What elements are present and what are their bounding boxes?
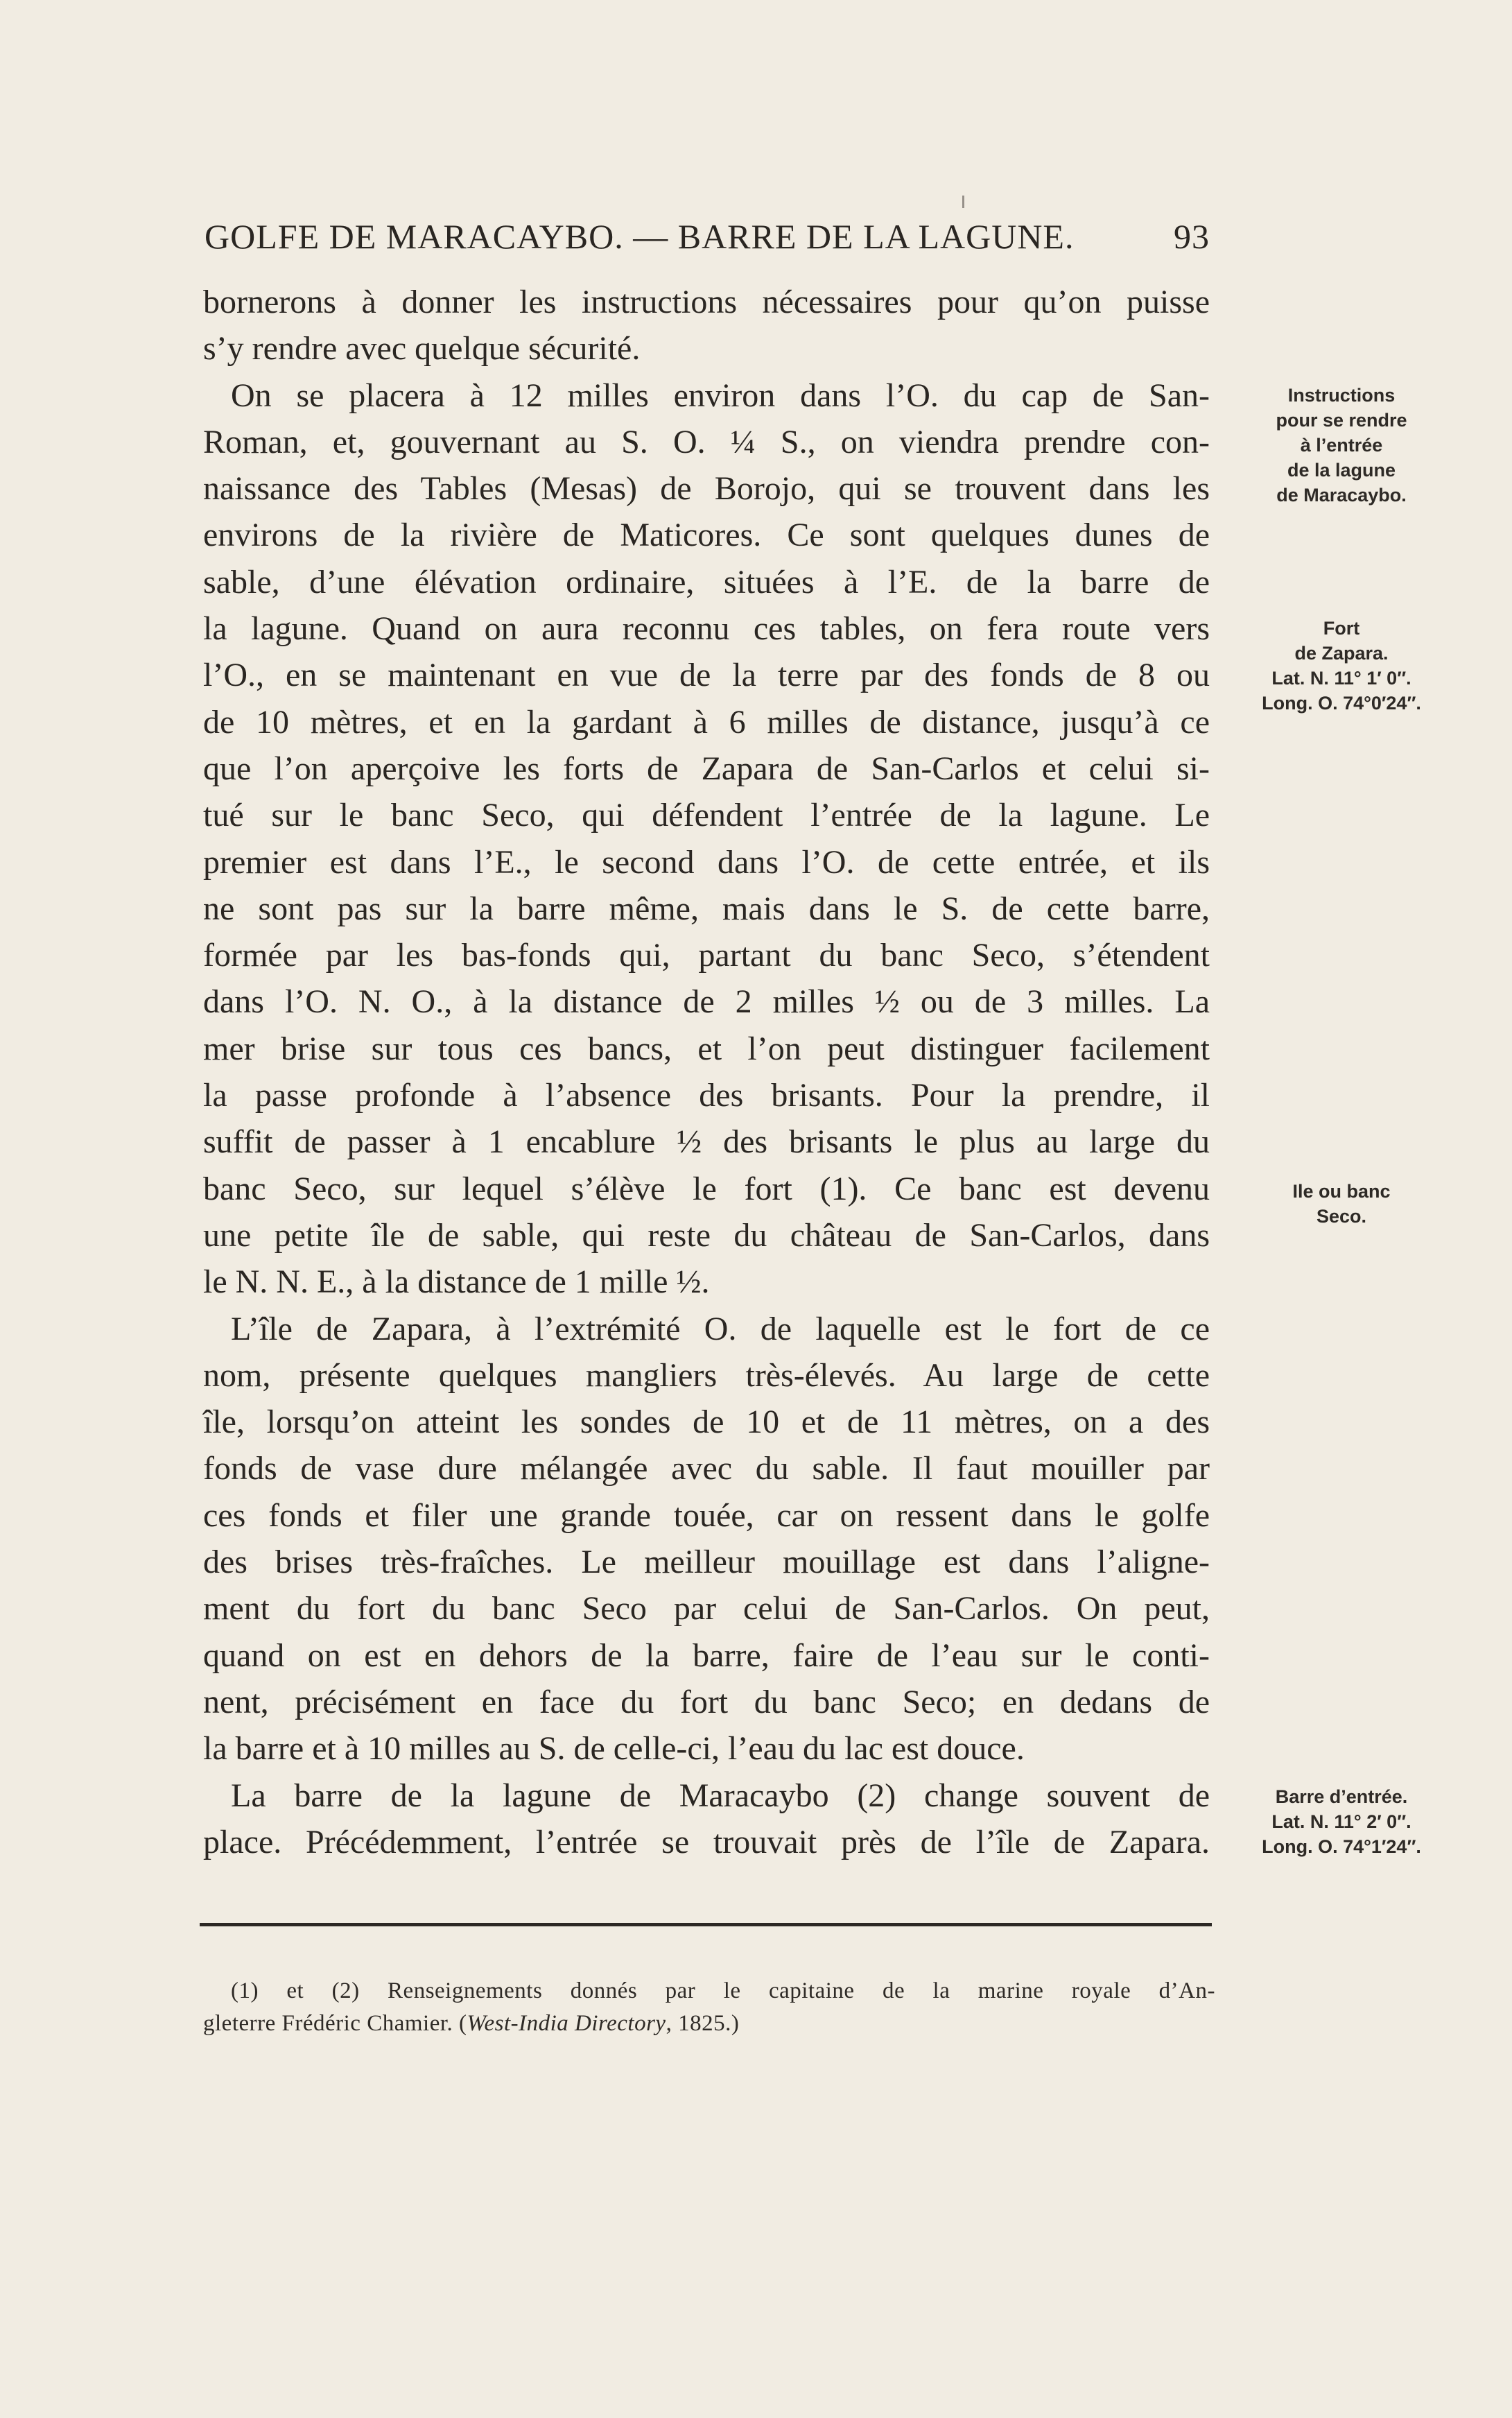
footnote <box>203 1975 1215 2040</box>
marginal-note-instructions <box>1227 383 1456 508</box>
text-line: L’île de Zapara, à l’extrémité O. de laquelle est le fort de ce <box>231 1310 1210 1347</box>
text-line: ment du fort du banc Seco par celui de San-Carlos. On peut, <box>203 1590 1210 1627</box>
marginal-note-line: à l’entrée <box>1300 435 1383 456</box>
text-line: quand on est en dehors de la barre, faire de l’eau sur le conti- <box>203 1637 1210 1674</box>
page-number: 93 <box>1174 217 1210 256</box>
marginal-note-line: Lat. N. 11° 1′ 0″. <box>1271 668 1411 689</box>
page-mark <box>962 196 964 208</box>
marginal-note-line: Long. O. 74°0′24″. <box>1262 693 1421 714</box>
text-line: une petite île de sable, qui reste du château de San-Carlos, dans <box>203 1216 1210 1254</box>
page-title: GOLFE DE MARACAYBO. — BARRE DE LA LAGUNE. <box>205 217 1075 256</box>
text-line: environs de la rivière de Maticores. Ce sont quelques dunes de <box>203 517 1210 554</box>
footnote-line: (1) et (2) Renseignements donnés par le capitaine de la marine royale d’An- <box>231 1978 1215 2003</box>
marginal-note-line: de la lagune <box>1287 460 1396 481</box>
text-line: formée par les bas-fonds qui, partant du banc Seco, s’étendent <box>203 937 1210 974</box>
footnote-line <box>203 2007 1215 2040</box>
text-line: ces fonds et filer une grande touée, car on ressent dans le golfe <box>203 1496 1210 1534</box>
marginal-note-fort-zapara <box>1227 616 1456 716</box>
text-line: ne sont pas sur la barre même, mais dans le S. de cette barre, <box>203 890 1210 927</box>
footnote-text: gleterre Frédéric Chamier. ( <box>203 2011 467 2036</box>
text-line: premier est dans l’E., le second dans l’O. de cette entrée, et ils <box>203 843 1210 881</box>
marginal-note-line: Ile ou banc <box>1292 1181 1391 1202</box>
text-line: que l’on aperçoive les forts de Zapara de San-Carlos et celui si- <box>203 750 1210 787</box>
text-line: fonds de vase dure mélangée avec du sable. Il faut mouiller par <box>203 1450 1210 1487</box>
marginal-note-line: pour se rendre <box>1276 410 1407 431</box>
marginal-note-line: de Maracaybo. <box>1276 485 1407 506</box>
marginal-note-line: de Zapara. <box>1294 643 1389 664</box>
footnote-citation-title: West-India Directory <box>467 2011 666 2036</box>
text-line: la barre et à 10 milles au S. de celle-ci, l’eau du lac est douce. <box>203 1730 1025 1768</box>
running-head <box>205 216 1210 261</box>
text-line: bornerons à donner les instructions nécessaires pour qu’on puisse <box>203 284 1210 320</box>
marginal-note-line: Long. O. 74°1′24″. <box>1262 1836 1421 1857</box>
marginal-note-banc-seco <box>1227 1179 1456 1229</box>
text-line: suffit de passer à 1 encablure ½ des brisants le plus au large du <box>203 1123 1210 1161</box>
text-line: Roman, et, gouvernant au S. O. ¼ S., on viendra prendre con- <box>203 423 1210 460</box>
text-line: s’y rendre avec quelque sécurité. <box>203 330 641 368</box>
text-line: La barre de la lagune de Maracaybo (2) change souvent de <box>231 1777 1210 1814</box>
text-line: de 10 mètres, et en la gardant à 6 milles de distance, jusqu’à ce <box>203 703 1210 741</box>
marginal-note-line: Fort <box>1323 618 1360 639</box>
marginal-note-line: Seco. <box>1316 1206 1367 1227</box>
text-line: naissance des Tables (Mesas) de Borojo, qui se trouvent dans les <box>203 470 1210 508</box>
marginal-note-line: Lat. N. 11° 2′ 0″. <box>1271 1811 1411 1832</box>
text-line: île, lorsqu’on atteint les sondes de 10 et de 11 mètres, on a des <box>203 1404 1210 1441</box>
text-line: nent, précisément en face du fort du banc Seco; en dedans de <box>203 1683 1210 1720</box>
footnote-rule <box>200 1923 1212 1926</box>
text-line: banc Seco, sur lequel s’élève le fort (1). Ce banc est devenu <box>203 1170 1210 1207</box>
text-line: la lagune. Quand on aura reconnu ces tables, on fera route vers <box>203 610 1210 648</box>
text-line: nom, présente quelques mangliers très-élevés. Au large de cette <box>203 1356 1210 1394</box>
text-line: mer brise sur tous ces bancs, et l’on peut distinguer facilement <box>203 1030 1210 1067</box>
text-line: sable, d’une élévation ordinaire, situées à l’E. de la barre de <box>203 563 1210 601</box>
body-text <box>203 279 1210 1865</box>
marginal-note-barre-entree <box>1227 1784 1456 1859</box>
text-line: l’O., en se maintenant en vue de la terre par des fonds de 8 ou <box>203 657 1210 694</box>
text-line: tué sur le banc Seco, qui défendent l’entrée de la lagune. Le <box>203 797 1210 834</box>
marginal-note-line: Instructions <box>1287 385 1396 406</box>
text-line: dans l’O. N. O., à la distance de 2 milles ½ ou de 3 milles. La <box>203 983 1210 1021</box>
text-line: place. Précédemment, l’entrée se trouvait près de l’île de Zapara. <box>203 1823 1210 1860</box>
marginal-note-line: Barre d’entrée. <box>1275 1786 1408 1807</box>
text-line: le N. N. E., à la distance de 1 mille ½. <box>203 1263 710 1301</box>
text-line: On se placera à 12 milles environ dans l’O. du cap de San- <box>231 377 1210 414</box>
text-line: la passe profonde à l’absence des brisants. Pour la prendre, il <box>203 1077 1210 1114</box>
text-line: des brises très-fraîches. Le meilleur mouillage est dans l’aligne- <box>203 1544 1210 1581</box>
footnote-text: , 1825.) <box>666 2011 740 2036</box>
